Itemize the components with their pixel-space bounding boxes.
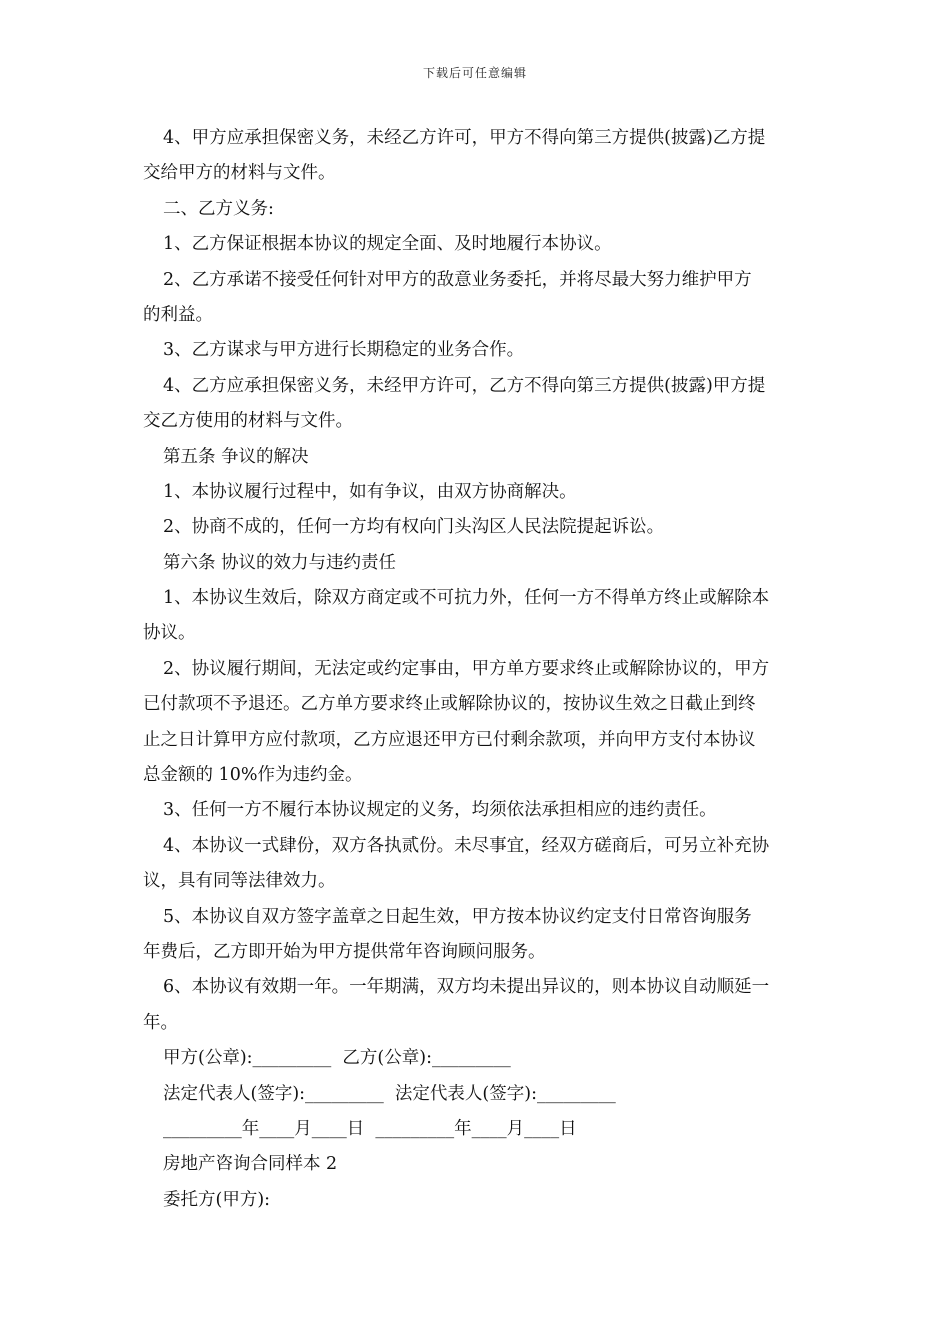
clause-line: 2、乙方承诺不接受任何针对甲方的敌意业务委托，并将尽最大努力维护甲方 xyxy=(163,269,752,290)
clause-line: 3、乙方谋求与甲方进行长期稳定的业务合作。 xyxy=(163,340,525,361)
clause-line: 4、甲方应承担保密义务，未经乙方许可，甲方不得向第三方提供(披露)乙方提 xyxy=(163,128,766,148)
clause-line: 议，具有同等法律效力。 xyxy=(143,871,336,892)
clause-line: 交给甲方的材料与文件。 xyxy=(143,163,336,184)
clause-line: 5、本协议自双方签字盖章之日起生效，甲方按本协议约定支付日常咨询服务 xyxy=(163,906,752,927)
clause-line: 协议。 xyxy=(143,623,196,644)
clause-line: 1、本协议生效后，除双方商定或不可抗力外，任何一方不得单方终止或解除本 xyxy=(163,588,770,609)
article-heading: 第六条 协议的效力与违约责任 xyxy=(163,552,397,573)
document-body xyxy=(143,121,808,1218)
clause-line: 已付款项不予退还。乙方单方要求终止或解除协议的，按协议生效之日截止到终 xyxy=(143,694,756,715)
clause-line: 总金额的 10%作为违约金。 xyxy=(143,765,363,786)
clause-line: 6、本协议有效期一年。一年期满，双方均未提出异议的，则本协议自动顺延一 xyxy=(163,977,770,998)
clause-line: 年费后，乙方即开始为甲方提供常年咨询顾问服务。 xyxy=(143,941,546,962)
article-heading: 第五条 争议的解决 xyxy=(163,446,309,467)
section-heading: 二、乙方义务: xyxy=(163,198,274,219)
clause-line: 3、任何一方不履行本协议规定的义务，均须依法承担相应的违约责任。 xyxy=(163,800,717,821)
clause-line: 2、协商不成的，任何一方均有权向门头沟区人民法院提起诉讼。 xyxy=(163,517,665,538)
clause-line: 4、乙方应承担保密义务，未经甲方许可，乙方不得向第三方提供(披露)甲方提 xyxy=(163,375,766,396)
clause-line: 1、本协议履行过程中，如有争议，由双方协商解决。 xyxy=(163,481,577,502)
clause-line: 交乙方使用的材料与文件。 xyxy=(143,411,353,432)
page-header: 下载后可任意编辑 xyxy=(422,66,527,80)
clause-line: 年。 xyxy=(143,1012,178,1033)
clause-line: 的利益。 xyxy=(143,304,213,325)
signature-representative-line: 法定代表人(签字):_________ 法定代表人(签字):_________ xyxy=(163,1083,616,1104)
signature-date-line: _________年____月____日 _________年____月____日 xyxy=(163,1118,577,1139)
clause-line: 止之日计算甲方应付款项，乙方应退还甲方已付剩余款项，并向甲方支付本协议 xyxy=(143,729,756,750)
party-a-label: 委托方(甲方): xyxy=(163,1189,271,1210)
clause-line: 1、乙方保证根据本协议的规定全面、及时地履行本协议。 xyxy=(163,234,612,255)
contract-sample-title: 房地产咨询合同样本 2 xyxy=(163,1154,338,1175)
signature-seal-line: 甲方(公章):_________ 乙方(公章):_________ xyxy=(163,1048,511,1069)
clause-line: 4、本协议一式肆份，双方各执贰份。未尽事宜，经双方磋商后，可另立补充协 xyxy=(163,835,770,856)
clause-line: 2、协议履行期间，无法定或约定事由，甲方单方要求终止或解除协议的，甲方 xyxy=(163,658,770,679)
